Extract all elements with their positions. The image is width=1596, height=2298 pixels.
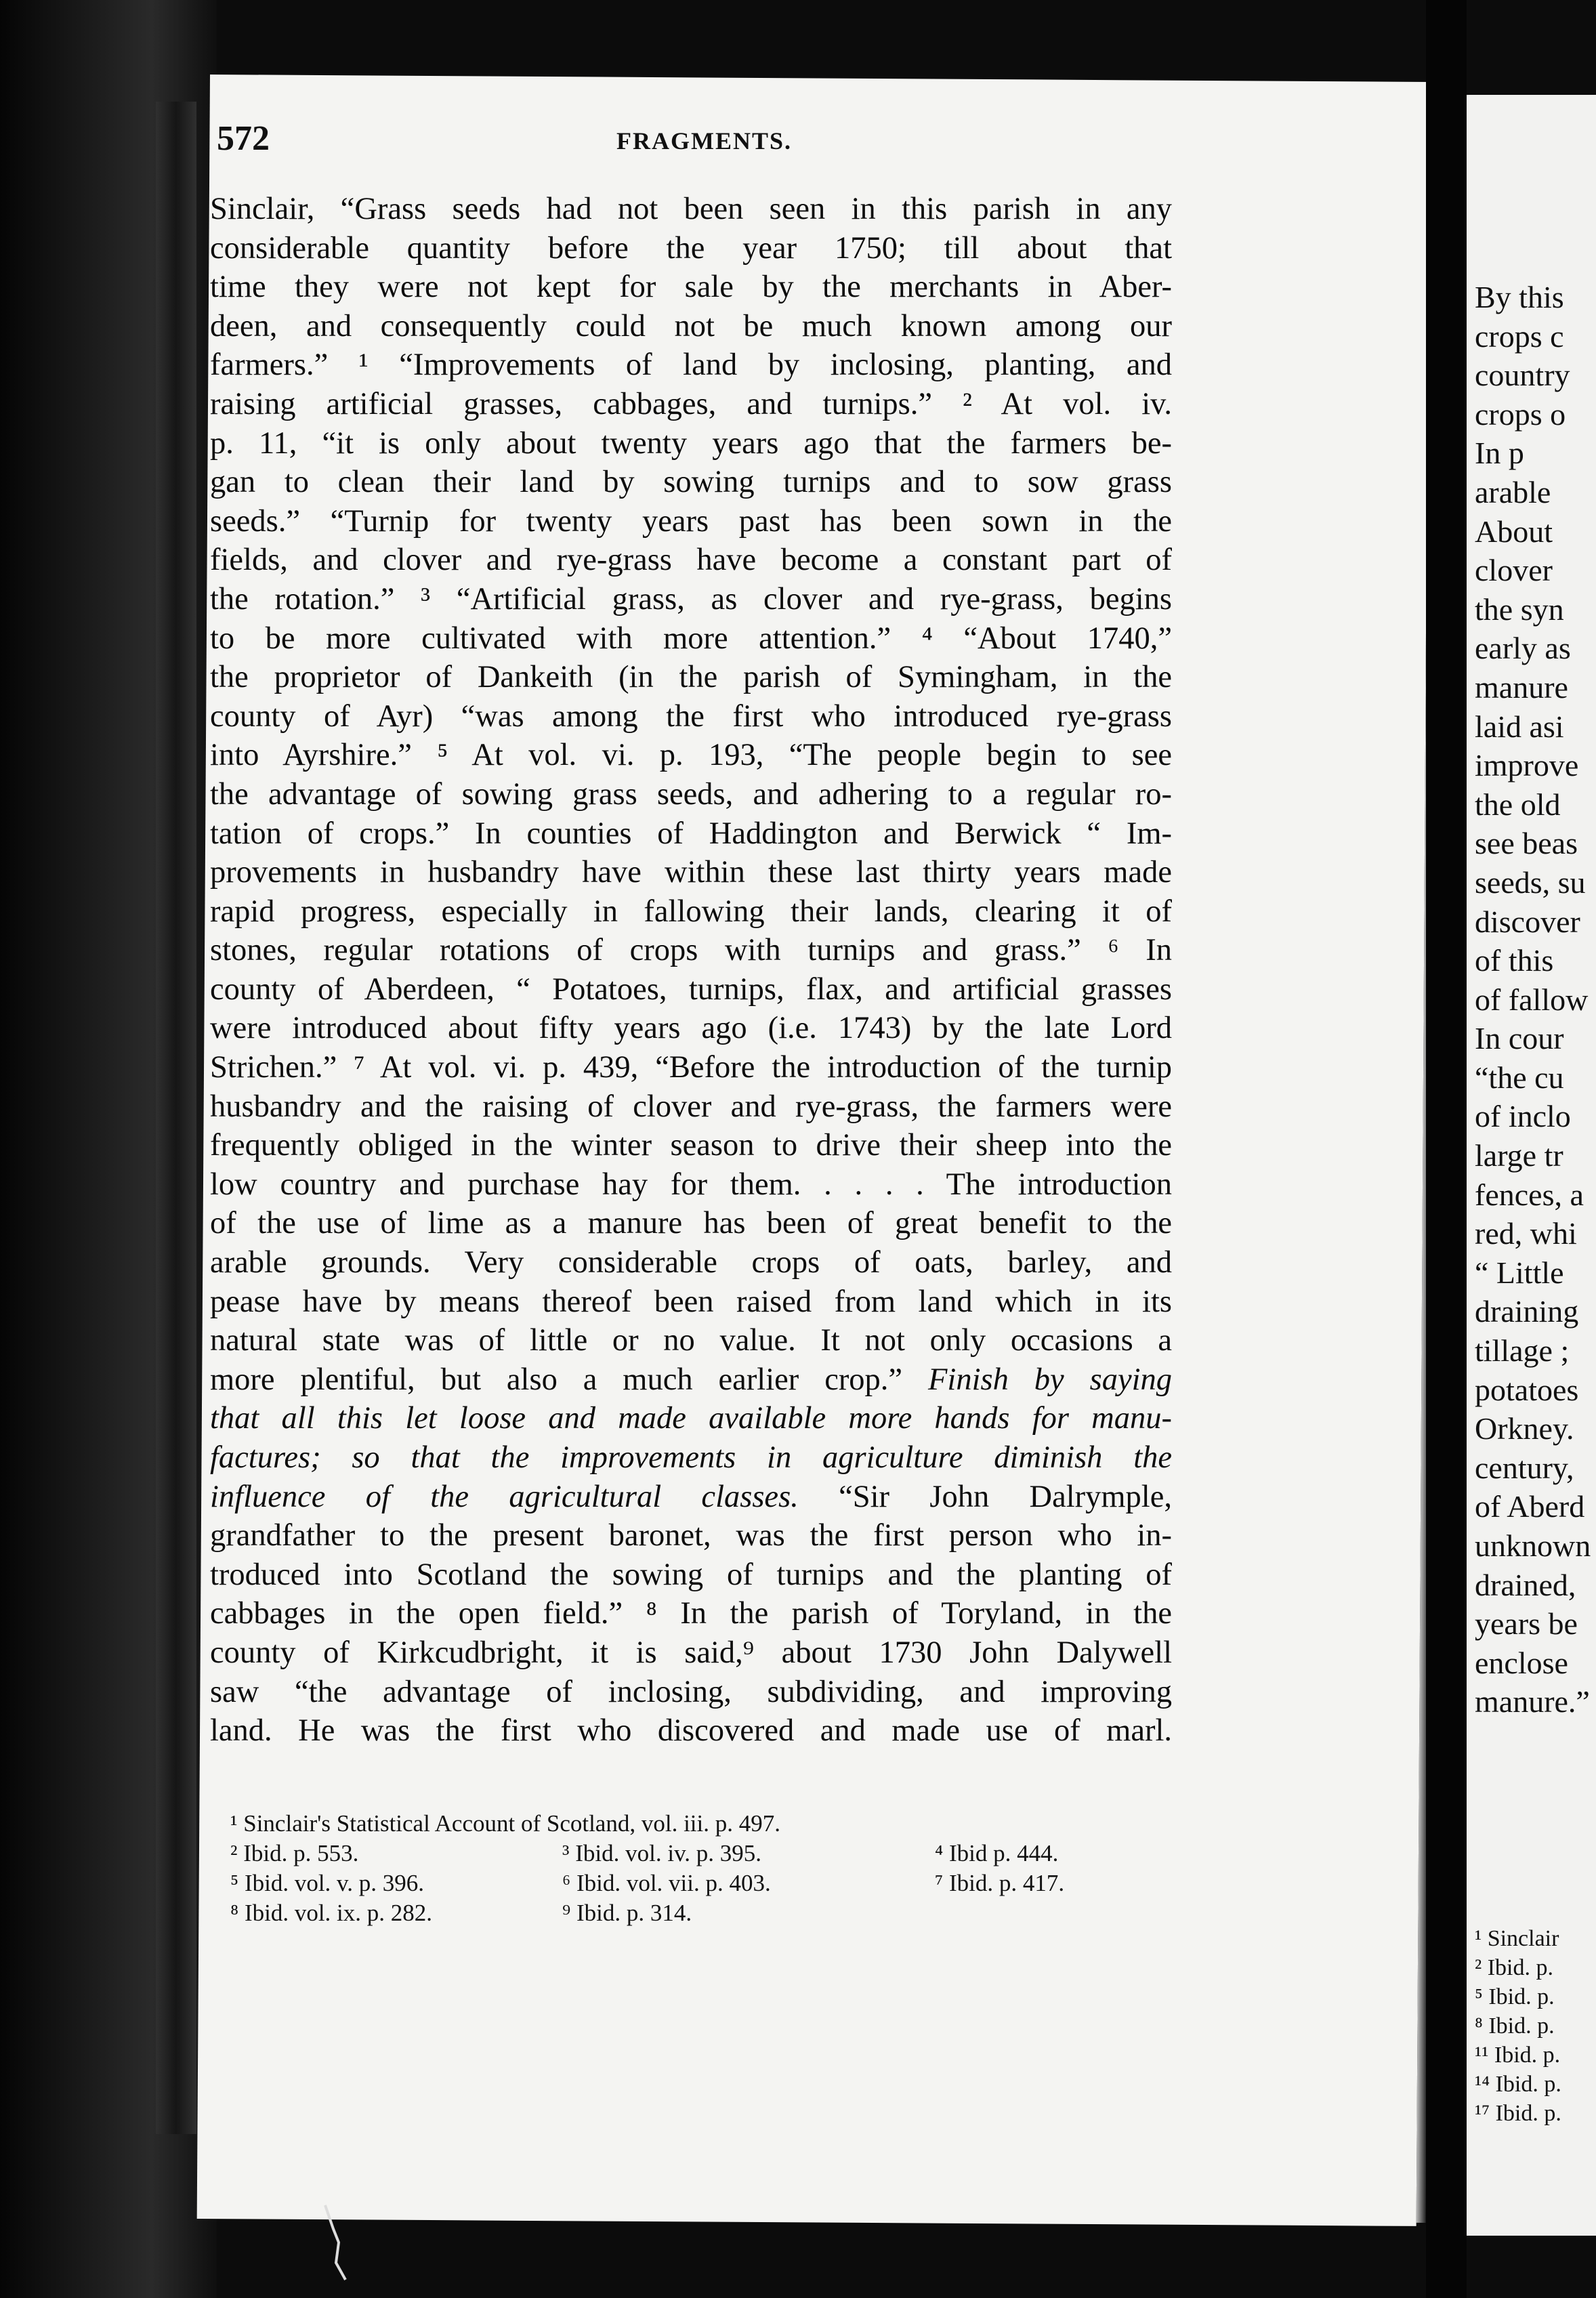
right-page-line: early as bbox=[1475, 631, 1571, 666]
right-page-line: seeds, su bbox=[1475, 864, 1586, 900]
footnote-1: ¹ Sinclair's Statistical Account of Scotland, vol. iii. p. 497. bbox=[230, 1810, 780, 1837]
body-line: pease have by means thereof been raised from land which in its bbox=[210, 1284, 1172, 1319]
body-line: husbandry and the raising of clover and rye-grass, the farmers were bbox=[210, 1089, 1172, 1124]
body-line bbox=[210, 1633, 1172, 1673]
right-page-line: clover bbox=[1475, 553, 1553, 588]
right-page-line: discover bbox=[1475, 904, 1580, 939]
right-page-line: “ Little bbox=[1475, 1255, 1564, 1290]
right-page-line: Orkney. bbox=[1475, 1411, 1574, 1446]
right-page-line: the syn bbox=[1475, 591, 1564, 627]
body-line: farmers.” ¹ “Improvements of land by inclosing, planting, and bbox=[210, 348, 1172, 383]
italic-text: influence of the agricultural classes. bbox=[210, 1479, 799, 1514]
footnote-8: ⁸ Ibid. vol. ix. p. 282. bbox=[230, 1900, 433, 1926]
right-page-line: of inclo bbox=[1475, 1099, 1571, 1134]
body-line bbox=[210, 1478, 1172, 1517]
right-page-line: red, whi bbox=[1475, 1216, 1577, 1251]
body-line: to be more cultivated with more attention.” ⁴ “About 1740,” bbox=[210, 621, 1172, 656]
body-line: into Ayrshire.” ⁵ At vol. vi. p. 193, “The people begin to see bbox=[210, 738, 1172, 773]
body-text-segment: grandfather to the present baronet, was the first person who in- bbox=[210, 1518, 1172, 1553]
body-line: frequently obliged in the winter season to drive their sheep into the bbox=[210, 1128, 1172, 1163]
body-line: time they were not kept for sale by the merchants in Aber- bbox=[210, 270, 1172, 305]
scan-artifact bbox=[318, 2202, 359, 2283]
footnotes bbox=[230, 1809, 1179, 1928]
spine-edge bbox=[156, 102, 196, 2134]
right-page-line: potatoes bbox=[1475, 1372, 1579, 1407]
right-page-footnote: ⁸ Ibid. p. bbox=[1475, 2013, 1555, 2039]
right-page-line: In p bbox=[1475, 436, 1524, 471]
italic-text: Finish by saying bbox=[928, 1362, 1172, 1397]
right-page-line: large tr bbox=[1475, 1138, 1563, 1173]
right-page-line: of Aberd bbox=[1475, 1489, 1585, 1524]
body-line: county of Ayr) “was among the first who introduced rye-grass bbox=[210, 698, 1172, 734]
body-line: Sinclair, “Grass seeds had not been seen in this parish in any bbox=[210, 192, 1172, 226]
body-line: low country and purchase hay for them. . . . . The introduction bbox=[210, 1167, 1172, 1202]
right-page-line: arable bbox=[1475, 474, 1551, 509]
italic-text: factures; so that the improvements in agriculture diminish the bbox=[210, 1440, 1172, 1475]
body-line: the rotation.” ³ “Artificial grass, as clover and rye-grass, begins bbox=[210, 581, 1172, 617]
right-page-footnote: ¹¹ Ibid. p. bbox=[1475, 2043, 1561, 2068]
body-line: gan to clean their land by sowing turnips and to sow grass bbox=[210, 465, 1172, 500]
right-page-line: draining bbox=[1475, 1294, 1579, 1329]
right-page-footnote: ⁵ Ibid. p. bbox=[1475, 1984, 1555, 2009]
right-page-line: crops o bbox=[1475, 396, 1566, 432]
right-page-footnotes bbox=[1475, 1924, 1596, 2128]
right-page-text bbox=[1475, 278, 1596, 1721]
running-head: FRAGMENTS. bbox=[616, 127, 793, 154]
body-text-segment: more plentiful, but also a much earlier crop.” bbox=[210, 1362, 903, 1397]
page-header bbox=[217, 119, 1179, 166]
body-line: raising artificial grasses, cabbages, and turnips.” ² At vol. iv. bbox=[210, 386, 1172, 421]
body-line: provements in husbandry have within these last thirty years made bbox=[210, 855, 1172, 890]
body-text-segment: cabbages in the open field.” ⁸ In the parish of Toryland, in the bbox=[210, 1596, 1172, 1631]
right-page-line: century, bbox=[1475, 1450, 1574, 1485]
body-line: considerable quantity before the year 1750; till about that bbox=[210, 230, 1172, 266]
right-page-fragment bbox=[1467, 95, 1596, 2236]
body-line: Strichen.” ⁷ At vol. vi. p. 439, “Before the introduction of the turnip bbox=[210, 1050, 1172, 1085]
right-page-line: enclose bbox=[1475, 1645, 1568, 1680]
right-page-line: In cour bbox=[1475, 1021, 1564, 1056]
body-line bbox=[210, 1438, 1172, 1478]
page-gutter bbox=[1426, 0, 1467, 2298]
right-page-line: manure bbox=[1475, 669, 1568, 705]
right-page-line: see beas bbox=[1475, 826, 1578, 861]
right-page-line: laid asi bbox=[1475, 709, 1564, 744]
right-page-line: fences, a bbox=[1475, 1177, 1584, 1212]
right-page-line: years be bbox=[1475, 1606, 1578, 1642]
right-page-line: unknown bbox=[1475, 1528, 1591, 1563]
body-line: the advantage of sowing grass seeds, and adhering to a regular ro- bbox=[210, 776, 1172, 812]
body-line bbox=[210, 1399, 1172, 1438]
body-text bbox=[210, 190, 1172, 1751]
right-page-line: manure.” bbox=[1475, 1684, 1590, 1719]
right-page-line: About bbox=[1475, 514, 1553, 549]
right-page-line: of this bbox=[1475, 943, 1554, 978]
right-page-line: improve bbox=[1475, 748, 1579, 783]
page-number: 572 bbox=[217, 119, 270, 158]
body-text-segment: “Sir John Dalrymple, bbox=[839, 1479, 1172, 1514]
right-page-line: country bbox=[1475, 358, 1570, 393]
right-page-footnote: ² Ibid. p. bbox=[1475, 1955, 1553, 1980]
body-text-segment: saw “the advantage of inclosing, subdividing, and improving bbox=[210, 1674, 1172, 1709]
body-line: deen, and consequently could not be much known among our bbox=[210, 308, 1172, 343]
body-line bbox=[210, 1594, 1172, 1633]
body-text-segment: land. He was the first who discovered and made use of marl. bbox=[210, 1713, 1172, 1749]
body-line: natural state was of little or no value. It not only occasions a bbox=[210, 1323, 1172, 1358]
body-text-segment: county of Kirkcudbright, it is said,⁹ about 1730 John Dalywell bbox=[210, 1635, 1172, 1670]
right-page-footnote: ¹⁴ Ibid. p. bbox=[1475, 2072, 1561, 2097]
right-page-line: crops c bbox=[1475, 318, 1564, 354]
body-line: the proprietor of Dankeith (in the parish of Symingham, in the bbox=[210, 660, 1172, 695]
italic-text: that all this let loose and made available more hands for manu- bbox=[210, 1401, 1172, 1436]
body-text-segment: troduced into Scotland the sowing of turnips and the planting of bbox=[210, 1557, 1172, 1592]
body-line: of the use of lime as a manure has been of great benefit to the bbox=[210, 1206, 1172, 1241]
footnote-2: ² Ibid. p. 553. bbox=[230, 1840, 359, 1866]
right-page-line: of fallow bbox=[1475, 982, 1589, 1017]
right-page-line: drained, bbox=[1475, 1567, 1576, 1602]
right-page-line: tillage ; bbox=[1475, 1333, 1570, 1369]
footnote-6: ⁶ Ibid. vol. vii. p. 403. bbox=[562, 1870, 771, 1896]
body-line: rapid progress, especially in fallowing their lands, clearing it of bbox=[210, 894, 1172, 929]
body-line: fields, and clover and rye-grass have become a constant part of bbox=[210, 543, 1172, 578]
footnote-3: ³ Ibid. vol. iv. p. 395. bbox=[562, 1840, 762, 1866]
body-line bbox=[210, 1516, 1172, 1555]
right-page-line: By this bbox=[1475, 280, 1564, 314]
body-line bbox=[210, 1711, 1172, 1751]
footnote-7: ⁷ Ibid. p. 417. bbox=[935, 1870, 1065, 1896]
right-page-line: “the cu bbox=[1475, 1060, 1564, 1095]
footnote-4: ⁴ Ibid p. 444. bbox=[935, 1840, 1059, 1866]
body-line: arable grounds. Very considerable crops of oats, barley, and bbox=[210, 1245, 1172, 1280]
right-page-line: the old bbox=[1475, 787, 1561, 822]
body-line bbox=[210, 1360, 1172, 1400]
body-line: county of Aberdeen, “ Potatoes, turnips, flax, and artificial grasses bbox=[210, 972, 1172, 1007]
body-line: were introduced about fifty years ago (i.e. 1743) by the late Lord bbox=[210, 1011, 1172, 1046]
body-line bbox=[210, 1555, 1172, 1595]
body-line: tation of crops.” In counties of Haddington and Berwick “ Im- bbox=[210, 816, 1172, 851]
body-line: seeds.” “Turnip for twenty years past has been sown in the bbox=[210, 503, 1172, 539]
footnote-5: ⁵ Ibid. vol. v. p. 396. bbox=[230, 1870, 425, 1896]
right-page-footnote: ¹ Sinclair bbox=[1475, 1926, 1559, 1951]
body-line: stones, regular rotations of crops with turnips and grass.” ⁶ In bbox=[210, 933, 1172, 968]
right-page-footnote: ¹⁷ Ibid. p. bbox=[1475, 2101, 1561, 2126]
body-line: p. 11, “it is only about twenty years ago that the farmers be- bbox=[210, 425, 1172, 461]
footnote-9: ⁹ Ibid. p. 314. bbox=[562, 1900, 692, 1926]
body-line bbox=[210, 1673, 1172, 1712]
